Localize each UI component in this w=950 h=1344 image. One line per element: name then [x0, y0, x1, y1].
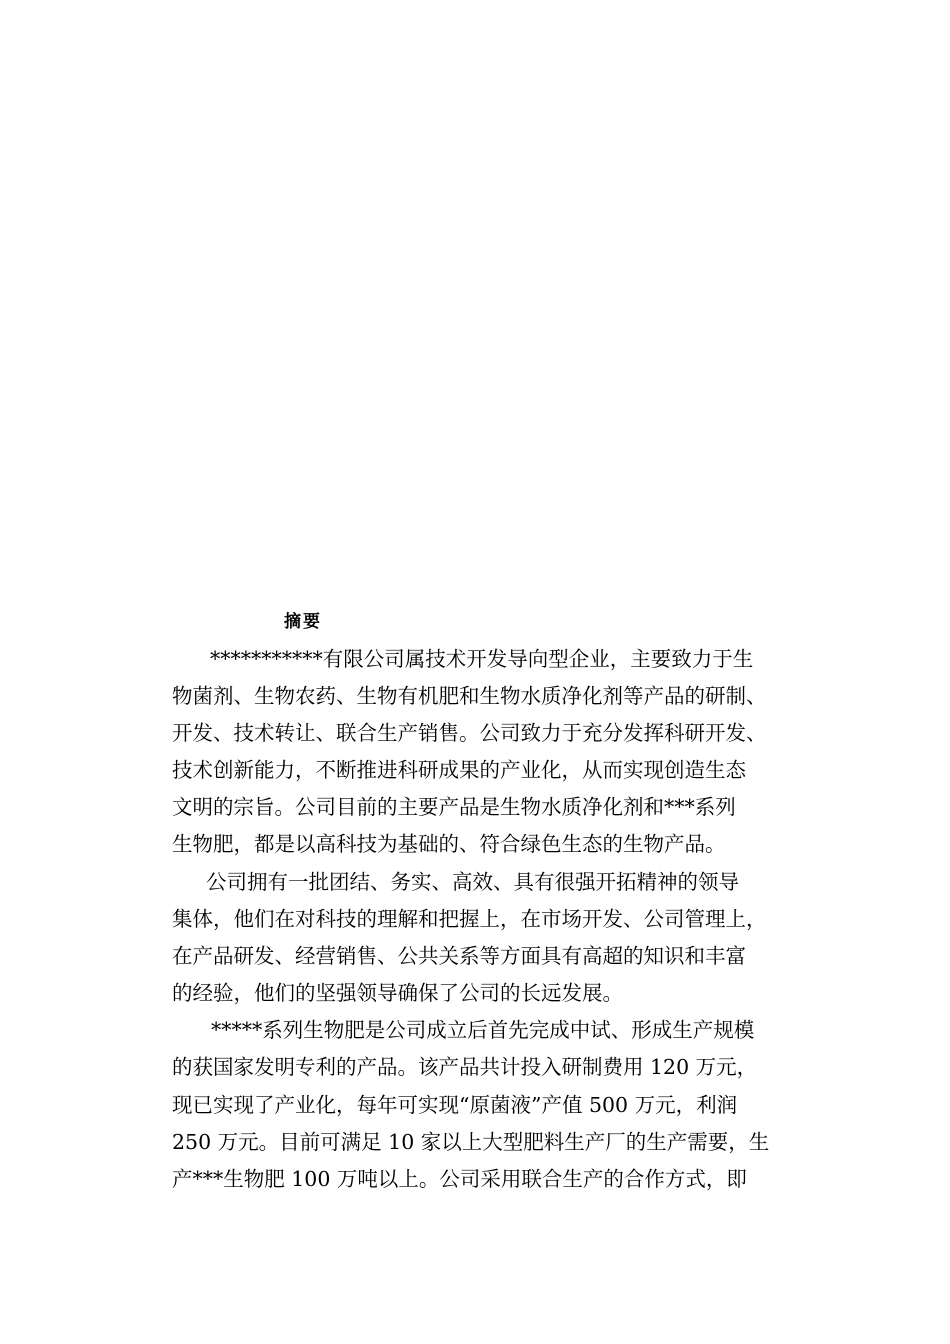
paragraph-line: 生物肥，都是以高科技为基础的、符合绿色生态的生物产品。 — [172, 832, 726, 856]
paragraph-line: 文明的宗旨。公司目前的主要产品是生物水质净化剂和***系列 — [172, 795, 736, 819]
paragraph-line: 技术创新能力，不断推进科研成果的产业化，从而实现创造生态 — [172, 758, 746, 782]
paragraph-line: 开发、技术转让、联合生产销售。公司致力于充分发挥科研开发、 — [172, 721, 767, 745]
paragraph-line: 在产品研发、经营销售、公共关系等方面具有高超的知识和丰富 — [172, 944, 746, 968]
paragraph-line: 物菌剂、生物农药、生物有机肥和生物水质净化剂等产品的研制、 — [172, 684, 767, 708]
abstract-title: 摘要 — [284, 612, 322, 632]
paragraph-line: 产***生物肥 100 万吨以上。公司采用联合生产的合作方式，即 — [172, 1167, 747, 1191]
paragraph-line: 集体，他们在对科技的理解和把握上，在市场开发、公司管理上， — [172, 907, 767, 931]
paragraph-line: ***********有限公司属技术开发导向型企业，主要致力于生 — [210, 647, 754, 671]
paragraph-line: *****系列生物肥是公司成立后首先完成中试、形成生产规模 — [211, 1018, 755, 1042]
paragraph-line: 的获国家发明专利的产品。该产品共计投入研制费用 120 万元， — [172, 1055, 758, 1079]
paragraph-line: 的经验，他们的坚强领导确保了公司的长远发展。 — [172, 981, 623, 1005]
paragraph-line: 现已实现了产业化，每年可实现“原菌液”产值 500 万元，利润 — [172, 1093, 738, 1117]
paragraph-line: 公司拥有一批团结、务实、高效、具有很强开拓精神的领导 — [206, 870, 739, 894]
paragraph-line: 250 万元。目前可满足 10 家以上大型肥料生产厂的生产需要，生 — [172, 1130, 770, 1154]
